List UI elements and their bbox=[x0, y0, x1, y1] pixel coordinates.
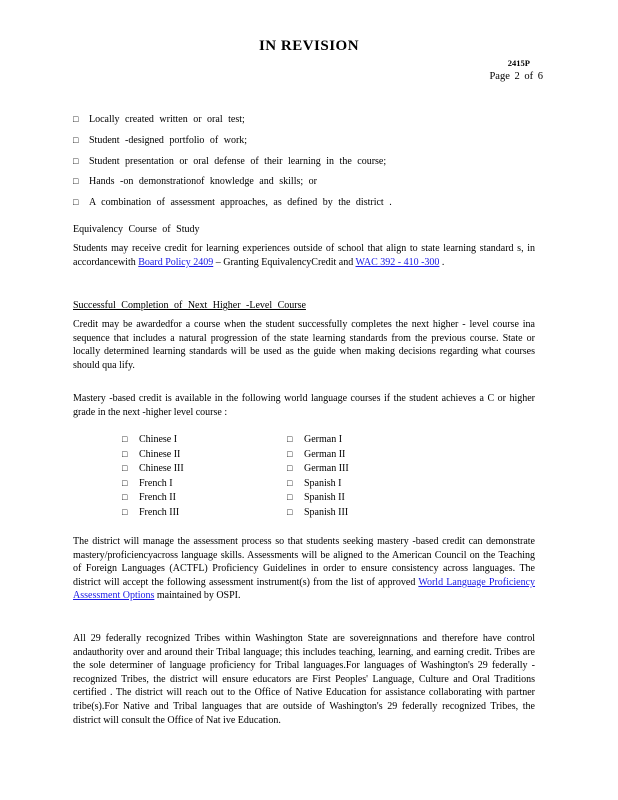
language-list-left bbox=[122, 432, 184, 520]
list-item: □ Chinese III bbox=[122, 463, 184, 475]
district-assessment-paragraph: The district will manage the assessment process so that students seeking mastery -based credit can demonstrate mastery/proficiencyacross language skills. Assessments will be aligned to the American Council on the Teaching of Foreign Languages (ACTFL) Proficiency Guidelines in order to ensure consistency across languages. The district will accept the following assessment instrument(s) from the list of approved World Language Proficiency Assessment Options maintained by OSPI. bbox=[73, 536, 536, 602]
checkbox-glyph-icon: □ bbox=[73, 197, 79, 208]
list-item: □ Student presentation or oral defense of their learning in the course; bbox=[73, 155, 387, 167]
board-policy-2409-link[interactable]: Board Policy 2409 bbox=[138, 256, 214, 268]
checkbox-glyph-icon: □ bbox=[122, 477, 128, 488]
list-item: □ German III bbox=[287, 463, 349, 475]
policy-number: 2415P bbox=[507, 58, 530, 68]
checkbox-glyph-icon: □ bbox=[73, 114, 79, 124]
mastery-paragraph: Mastery -based credit is available in the following world language courses if the student achieves a C or higher grade in the next -higher level course : bbox=[73, 393, 535, 418]
list-item: □ A combination of assessment approaches, as defined by the district . bbox=[73, 197, 392, 209]
list-item: □ Spanish III bbox=[287, 506, 349, 518]
list-item: □ Locally created written or oral test; bbox=[73, 114, 245, 125]
list-item: □ Student -designed portfolio of work; bbox=[73, 134, 248, 146]
checkbox-glyph-icon: □ bbox=[287, 463, 293, 474]
checkbox-glyph-icon: □ bbox=[122, 434, 128, 444]
checkbox-glyph-icon: □ bbox=[287, 434, 293, 444]
tribal-languages-paragraph: All 29 federally recognized Tribes within Washington State are sovereignnations and therefore have control andauthority over and around their Tribal language; this includes teaching, learning, and earning credit. Tribes are the sole determiner of language proficiency for Tribal languages.For languages of Washington's 29 federally -recognized Tribes, the district will ensure educators are First Peoples' Language, Culture and Oral Traditions certified . The district will reach out to the Office of Native Education for assistance collaborating with partner tribe(s).For Native and Tribal languages that are outside of Washington's 29 federally recognized Tribes, the district will consult the Office of Nat ive Education. bbox=[73, 633, 535, 726]
list-item: □ French III bbox=[122, 506, 180, 518]
list-item: □ French I bbox=[122, 477, 173, 489]
list-item: □ German I bbox=[287, 434, 343, 445]
list-item: □ Chinese II bbox=[122, 448, 181, 460]
checkbox-glyph-icon: □ bbox=[122, 506, 128, 517]
wac-392-410-300-link[interactable]: WAC 392 - 410 -300 bbox=[355, 256, 440, 268]
checkbox-glyph-icon: □ bbox=[287, 492, 293, 503]
checkbox-glyph-icon: □ bbox=[122, 492, 128, 503]
checkbox-glyph-icon: □ bbox=[73, 134, 79, 145]
equivalency-section bbox=[73, 224, 535, 269]
successful-completion-section bbox=[73, 300, 535, 372]
list-item: □ Hands -on demonstrationof knowledge and skills; or bbox=[73, 176, 317, 188]
list-item: □ Spanish I bbox=[287, 477, 342, 489]
page-title: IN REVISION bbox=[258, 38, 360, 54]
page-number: Page 2 of 6 bbox=[489, 71, 543, 82]
checkbox-glyph-icon: □ bbox=[287, 477, 293, 488]
world-language-assessment-options-link[interactable]: World Language Proficiency Assessment Options bbox=[73, 576, 536, 602]
list-item: □ German II bbox=[287, 448, 346, 460]
checkbox-glyph-icon: □ bbox=[287, 506, 293, 517]
equivalency-heading: Equivalency Course of Study bbox=[73, 224, 200, 235]
checkbox-glyph-icon: □ bbox=[73, 155, 79, 166]
list-item: □ French II bbox=[122, 492, 176, 504]
language-list-right bbox=[287, 432, 349, 520]
checkbox-glyph-icon: □ bbox=[287, 448, 293, 459]
successful-completion-heading: Successful Completion of Next Higher -Level Course bbox=[73, 300, 306, 311]
list-item: □ Spanish II bbox=[287, 492, 345, 504]
checkbox-glyph-icon: □ bbox=[122, 463, 128, 474]
successful-completion-paragraph: Credit may be awardedfor a course when the student successfully completes the next higher - level course ina sequence that includes a natural progression of the state learning standards from the previous course. State or locally determined learning standards will be used as the guide when making decisions regarding what courses should qua lify. bbox=[73, 319, 535, 371]
assessment-options-list bbox=[73, 113, 392, 217]
equivalency-paragraph: Students may receive credit for learning experiences outside of school that align to state learning standard s, in accordancewith Board Policy 2409 – Granting EquivalencyCredit and WAC 392 - 410 -300 . bbox=[73, 243, 535, 268]
checkbox-glyph-icon: □ bbox=[73, 176, 79, 187]
checkbox-glyph-icon: □ bbox=[122, 448, 128, 459]
list-item: □ Chinese I bbox=[122, 434, 178, 445]
